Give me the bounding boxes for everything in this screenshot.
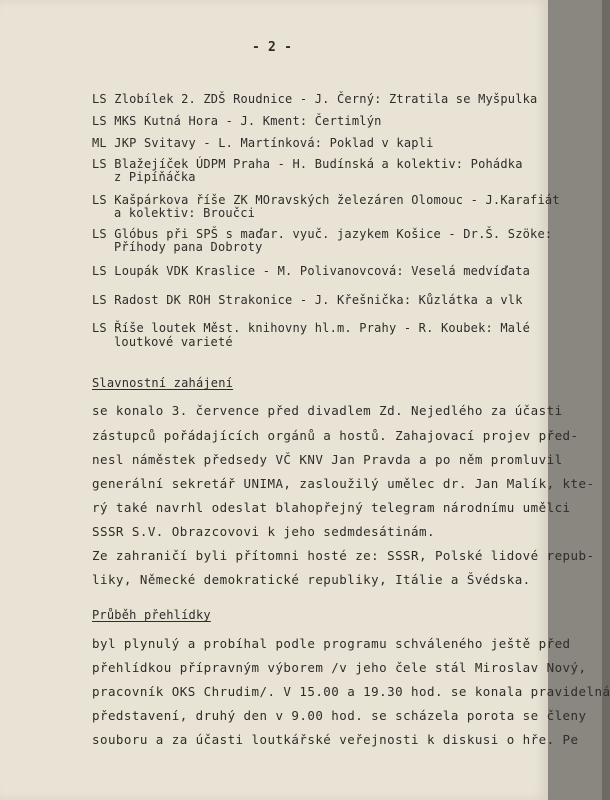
- list-item: LS Kašpárkova říše ZK MOravských železáren Olomouc - J.Karafiát: [92, 193, 560, 207]
- paragraph-line: pracovník OKS Chrudim/. V 15.00 a 19.30 hod. se konala pravidelná: [92, 684, 610, 699]
- list-item: LS Říše loutek Měst. knihovny hl.m. Prahy - R. Koubek: Malé: [92, 321, 531, 335]
- paragraph-line: zástupců pořádajících orgánů a hostů. Zahajovací projev před-: [92, 428, 579, 443]
- paragraph-line: nesl náměstek předsedy VČ KNV Jan Pravda a po něm promluvil: [92, 452, 563, 467]
- paragraph-line: souboru a za účasti loutkářské veřejnosti k diskusi o hře. Pe: [92, 732, 579, 747]
- paragraph-line: byl plynulý a probíhal podle programu schváleného ještě před: [92, 636, 571, 651]
- paragraph-line: SSSR S.V. Obrazcovovi k jeho sedmdesátinám.: [92, 524, 435, 539]
- list-item: LS Glóbus při SPŠ s maďar. vyuč. jazykem Košice - Dr.Š. Szöke:: [92, 227, 553, 241]
- list-item: LS Loupák VDK Kraslice - M. Polivanovcová: Veselá medvíďata: [92, 264, 531, 278]
- paragraph-line: představení, druhý den v 9.00 hod. se scházela porota se členy: [92, 708, 587, 723]
- list-item-continuation: a kolektiv: Broučci: [114, 206, 256, 220]
- paragraph-line: generální sekretář UNIMA, zasloužilý umělec dr. Jan Malík, kte-: [92, 476, 595, 491]
- page-edge-shadow: [602, 0, 610, 800]
- section-heading: Slavnostní zahájení: [92, 376, 234, 390]
- paragraph-line: rý také navrhl odeslat blahopřejný telegram národnímu umělci: [92, 500, 571, 515]
- paragraph-line: se konalo 3. července před divadlem Zd. Nejedlého za účasti: [92, 403, 563, 418]
- list-item: LS Zlobílek 2. ZDŠ Roudnice - J. Černý: Ztratila se Myšpulka: [92, 92, 538, 106]
- list-item: LS Radost DK ROH Strakonice - J. Křešnička: Kůzlátka a vlk: [92, 293, 523, 307]
- paragraph-line: Ze zahraničí byli přítomni hosté ze: SSSR, Polské lidové repub-: [92, 548, 595, 563]
- list-item: LS Blažejíček ÚDPM Praha - H. Budínská a kolektiv: Pohádka: [92, 157, 523, 171]
- list-item-continuation: Příhody pana Dobroty: [114, 240, 263, 254]
- section-heading: Průběh přehlídky: [92, 608, 211, 622]
- list-item-continuation: z Pipíňáčka: [114, 170, 196, 184]
- paragraph-line: přehlídkou přípravným výborem /v jeho čele stál Miroslav Nový,: [92, 660, 587, 675]
- list-item: LS MKS Kutná Hora - J. Kment: Čertimlýn: [92, 114, 382, 128]
- list-item-continuation: loutkové varieté: [114, 335, 233, 349]
- list-item: ML JKP Svitavy - L. Martínková: Poklad v kapli: [92, 136, 434, 150]
- page-number: - 2 -: [252, 40, 293, 55]
- paragraph-line: liky, Německé demokratické republiky, Itálie a Švédska.: [92, 572, 531, 587]
